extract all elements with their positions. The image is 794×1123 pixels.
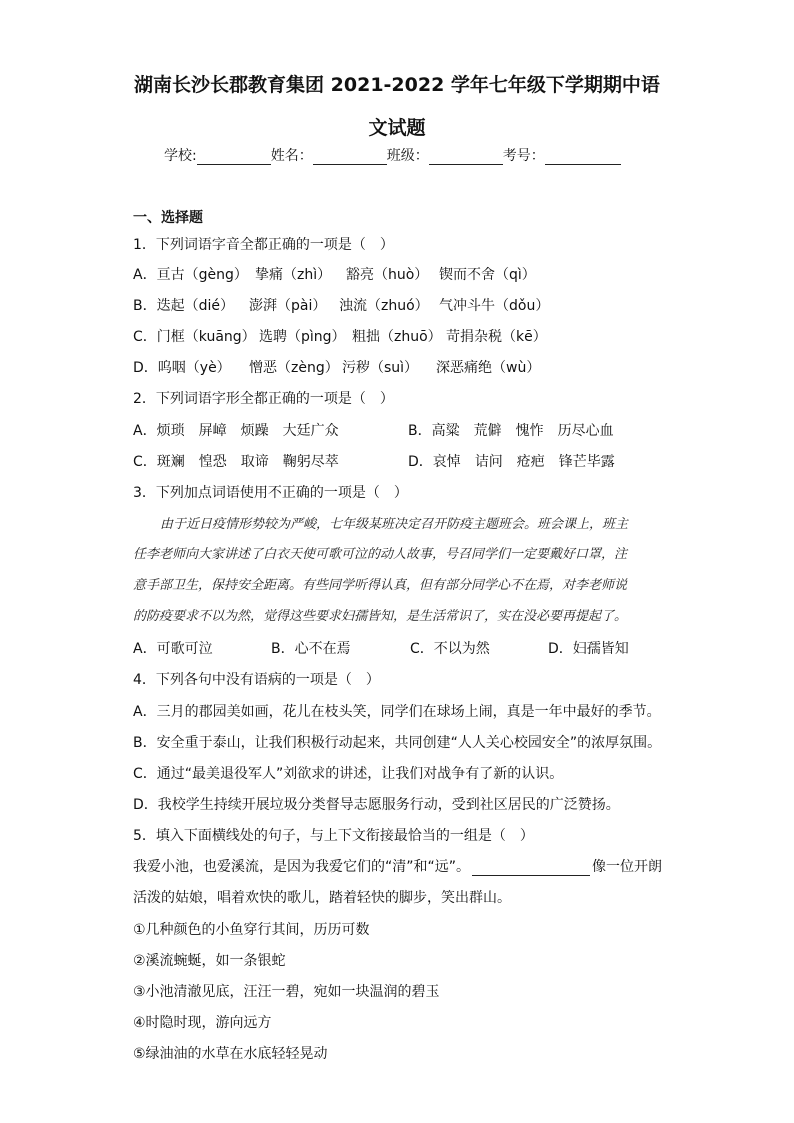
q2-option-b[interactable]: B．高粱 荒僻 愧怍 历尽心血 <box>408 423 614 439</box>
q3-stem: 3．下列加点词语使用不正确的一项是（ ） <box>133 485 408 501</box>
q3-passage-line1: 由于近日疫情形势较为严峻，七年级某班决定召开防疫主题班会。班会课上，班主 <box>160 517 629 532</box>
student-info-line <box>164 145 621 165</box>
q2-stem: 2．下列词语字形全都正确的一项是（ ） <box>133 391 394 407</box>
exam-no-field[interactable] <box>545 150 621 165</box>
q1-b-word4: 气冲斗牛（dǒu） <box>439 298 550 314</box>
q5-text-line1 <box>133 858 662 876</box>
class-label: 班级： <box>386 148 429 164</box>
q3-passage-line3: 意手部卫生，保持安全距离。有些同学听得认真，但有部分同学心不在焉，对李老师说 <box>133 578 628 593</box>
name-field[interactable] <box>313 150 387 165</box>
q5-item-4: ④时隐时现，游向远方 <box>133 1015 272 1031</box>
q5-item-3: ③小池清澈见底，汪汪一碧，宛如一块温润的碧玉 <box>133 984 440 1000</box>
q5-item-2: ②溪流蜿蜒，如一条银蛇 <box>133 953 286 969</box>
q1-c-word3: 粗拙（zhuō） <box>352 329 442 345</box>
q5-text-after: 像一位开朗 <box>592 859 663 875</box>
q4-option-d[interactable]: D．我校学生持续开展垃圾分类督导志愿服务行动，受到社区居民的广泛赞扬。 <box>133 797 620 813</box>
q1-b-word3: 浊流（zhuó） <box>339 298 429 314</box>
exam-no-label: 考号： <box>502 148 545 164</box>
q1-d-word1: D．呜咽（yè） <box>133 360 231 376</box>
q4-stem: 4．下列各句中没有语病的一项是（ ） <box>133 672 380 688</box>
q4-option-a[interactable]: A．三月的郡园美如画，花儿在枝头笑，同学们在球场上闹，真是一年中最好的季节。 <box>133 704 661 720</box>
q1-a-word4: 锲而不舍（qì） <box>439 267 536 283</box>
q3-option-a[interactable]: A．可歌可泣 <box>133 641 213 657</box>
q4-option-b[interactable]: B．安全重于泰山，让我们积极行动起来，共同创建“人人关心校园安全”的浓厚氛围。 <box>133 735 662 751</box>
page-title-line1: 湖南长沙长郡教育集团 2021-2022 学年七年级下学期期中语 <box>134 74 660 96</box>
page-title-line2: 文试题 <box>368 117 426 139</box>
q2-option-c[interactable]: C．斑斓 惶恐 取谛 鞠躬尽萃 <box>133 454 339 470</box>
q3-passage-line2: 任李老师向大家讲述了白衣天使可歌可泣的动人故事，号召同学们一定要戴好口罩，注 <box>133 547 628 562</box>
q5-item-1: ①几种颜色的小鱼穿行其间，历历可数 <box>133 922 370 938</box>
school-label: 学校: <box>164 148 197 164</box>
q5-stem: 5．填入下面横线处的句子，与上下文衔接最恰当的一组是（ ） <box>133 828 534 844</box>
q3-option-c[interactable]: C．不以为然 <box>410 641 490 657</box>
school-field[interactable] <box>197 150 271 165</box>
section-heading: 一、选择题 <box>133 210 203 226</box>
q2-option-d[interactable]: D．哀悼 诘问 疮疤 锋芒毕露 <box>408 454 615 470</box>
q5-text-line2: 活泼的姑娘，唱着欢快的歌儿，踏着轻快的脚步，笑出群山。 <box>133 890 511 906</box>
q2-option-a[interactable]: A．烦琐 屏嶂 烦躁 大廷广众 <box>133 423 339 439</box>
q1-c-word2: 选聘（pìng） <box>259 329 346 345</box>
q1-c-word4: 苛捐杂税（kē） <box>446 329 547 345</box>
name-label: 姓名： <box>270 148 313 164</box>
q1-a-word1: A．亘古（gèng） <box>133 267 248 283</box>
q5-fill-blank[interactable] <box>472 861 590 876</box>
q1-c-word1: C．门框（kuāng） <box>133 329 256 345</box>
class-field[interactable] <box>429 150 503 165</box>
q5-item-5: ⑤绿油油的水草在水底轻轻晃动 <box>133 1046 328 1062</box>
q1-stem: 1．下列词语字音全都正确的一项是（ ） <box>133 237 394 253</box>
q1-b-word2: 澎湃（pài） <box>249 298 327 314</box>
q1-a-word2: 挚痛（zhì） <box>255 267 332 283</box>
q4-option-c[interactable]: C．通过“最美退役军人”刘欲求的讲述，让我们对战争有了新的认识。 <box>133 766 564 782</box>
q1-d-word4: 深恶痛绝（wù） <box>436 360 541 376</box>
q3-option-d[interactable]: D．妇孺皆知 <box>548 641 629 657</box>
q1-b-word1: B．迭起（dié） <box>133 298 234 314</box>
q1-a-word3: 豁亮（huò） <box>346 267 429 283</box>
q1-d-word2: 憎恶（zèng） <box>249 360 339 376</box>
q3-passage-line4: 的防疫要求不以为然，觉得这些要求妇孺皆知，是生活常识了，实在没必要再提起了。 <box>133 609 628 624</box>
q5-text-before: 我爱小池，也爱溪流，是因为我爱它们的“清”和“远”。 <box>133 859 471 875</box>
q3-option-b[interactable]: B．心不在焉 <box>271 641 351 657</box>
q1-d-word3: 污秽（suì） <box>342 360 419 376</box>
